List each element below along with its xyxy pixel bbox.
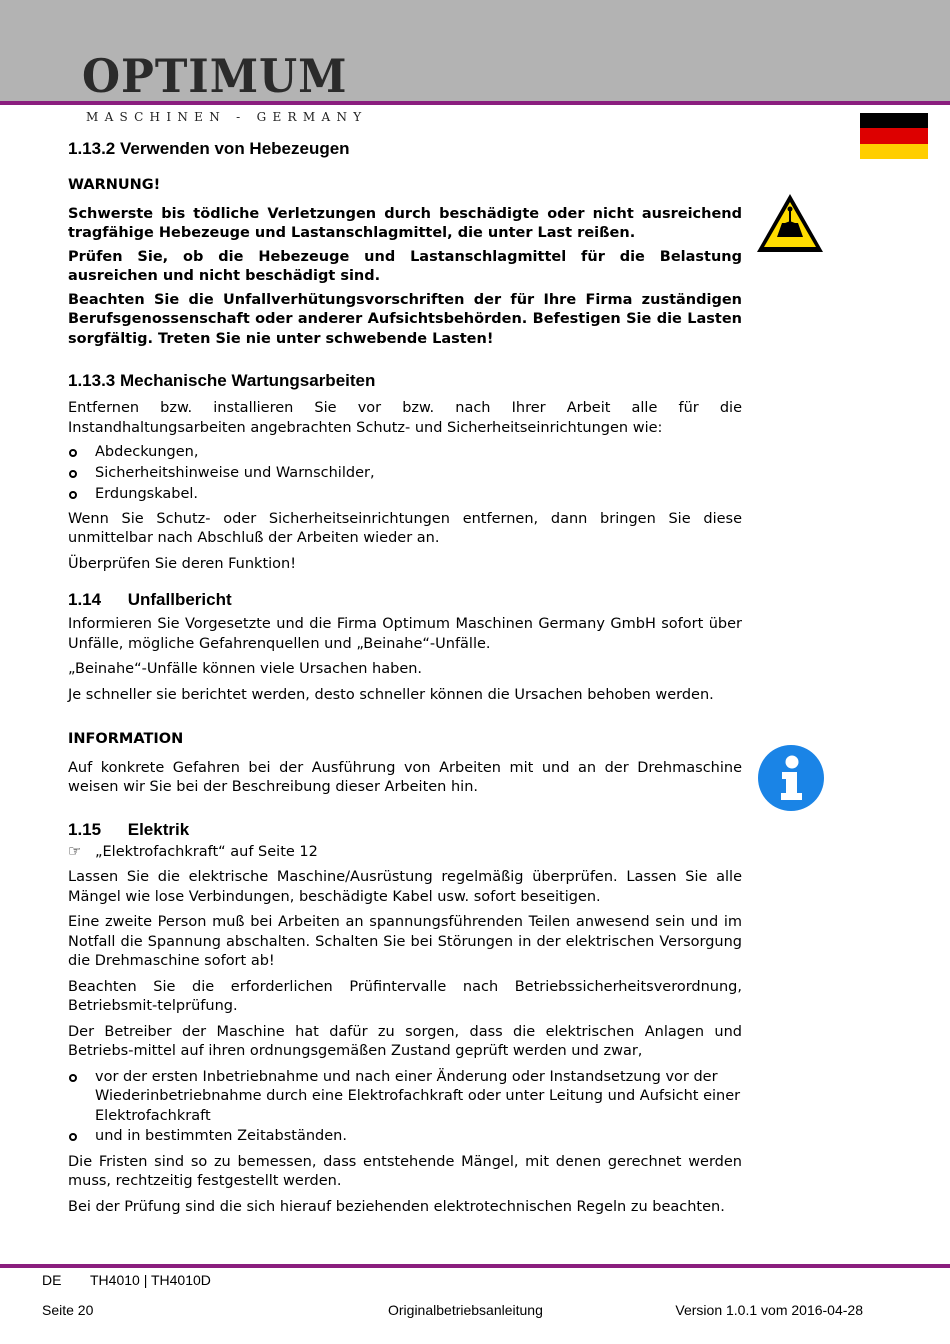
logo-subtitle: MASCHINEN - GERMANY xyxy=(86,110,368,124)
paragraph: „Beinahe“-Unfälle können viele Ursachen haben. xyxy=(68,661,423,677)
footer-page-number: Seite 20 xyxy=(42,1302,94,1318)
paragraph: Beachten Sie die erforderlichen Prüfintervalle nach Betriebssicherheitsverordnung, Betriebsmit-telprüfung. xyxy=(68,978,742,1014)
paragraph: Bei der Prüfung sind die sich hierauf beziehenden elektrotechnischen Regeln zu beachten. xyxy=(68,1198,725,1215)
section-heading-1-13-3 xyxy=(68,368,742,394)
list-item-text: und in bestimmten Zeitabständen. xyxy=(95,1128,347,1144)
list-item-text: Erdungskabel. xyxy=(95,486,199,502)
german-flag-icon xyxy=(860,113,928,159)
footer-language: DE xyxy=(42,1272,62,1288)
logo-wordmark: OPTIMUM xyxy=(82,49,348,103)
flag-stripe-black xyxy=(860,113,928,128)
bullet-icon xyxy=(69,491,77,499)
section-title: Mechanische Wartungsarbeiten xyxy=(120,371,376,390)
footer-document-type: Originalbetriebsanleitung xyxy=(388,1302,543,1318)
cross-reference-link[interactable] xyxy=(68,843,742,863)
bullet-icon xyxy=(69,1074,77,1082)
warning-text-3: Beachten Sie die Unfallverhütungsvorschriften der für Ihre Firma zuständigen Berufsgenossenschaft oder anderer Aufsichtsbehörden. Befestigen Sie die Lasten sorgfältig. Treten Sie nie unter schwebende Lasten! xyxy=(68,291,742,347)
page-content xyxy=(68,136,742,1217)
paragraph: Eine zweite Person muß bei Arbeiten an spannungsführenden Teilen anwesend sein und im Notfall die Spannung abschalten. Schalten Sie bei Störungen in der elektrischen Versorgung die Drehmaschine sofort ab! xyxy=(68,914,742,969)
paragraph: Der Betreiber der Maschine hat dafür zu sorgen, dass die elektrischen Anlagen und Betriebs-mittel auf ihren ordnungsgemäßen Zustand geprüft werden und zwar, xyxy=(68,1023,742,1059)
section-heading-1-15 xyxy=(68,817,742,843)
paragraph: Informieren Sie Vorgesetzte und die Firma Optimum Maschinen Germany GmbH sofort über Unfälle, mögliche Gefahrenquellen und „Beinahe“-Unfälle. xyxy=(68,616,742,652)
bullet-list xyxy=(68,443,742,505)
section-title: Elektrik xyxy=(127,819,190,839)
section-title: Verwenden von Hebezeugen xyxy=(120,139,350,158)
section-heading-1-14 xyxy=(68,587,742,613)
section-number: 1.13.3 xyxy=(68,371,116,390)
information-icon xyxy=(758,745,824,811)
list-item xyxy=(68,1127,742,1147)
warning-text-1: Schwerste bis tödliche Verletzungen durch beschädigte oder nicht ausreichend tragfähige Hebezeuge und Lastanschlagmittel, die unter Last reißen. xyxy=(68,205,742,241)
paragraph: Die Fristen sind so zu bemessen, dass entstehende Mängel, mit denen gerechnet werden muss, rechtzeitig festgestellt werden. xyxy=(68,1153,742,1189)
information-label: INFORMATION xyxy=(68,731,184,747)
section-number: 1.13.2 xyxy=(68,139,116,158)
section-heading-1-13-2 xyxy=(68,136,742,162)
bullet-icon xyxy=(69,1133,77,1141)
bullet-icon xyxy=(69,470,77,478)
list-item xyxy=(68,443,742,463)
flag-stripe-gold xyxy=(860,144,928,159)
suspended-load-warning-icon xyxy=(755,192,825,254)
list-item-text: vor der ersten Inbetriebnahme und nach einer Änderung oder Instandsetzung vor der Wiederinbetriebnahme durch eine Elektrofachkraft oder unter Leitung und Aufsicht einer Elektrofachkraft xyxy=(95,1068,741,1124)
bullet-list xyxy=(68,1068,742,1147)
list-item-text: Sicherheitshinweise und Warnschilder, xyxy=(95,465,375,481)
footer-divider xyxy=(0,1264,950,1268)
list-item xyxy=(68,464,742,484)
paragraph: Wenn Sie Schutz- oder Sicherheitseinrichtungen entfernen, dann bringen Sie diese unmittelbar nach Abschluß der Arbeiten wieder an. xyxy=(68,510,742,546)
section-title: Unfallbericht xyxy=(127,590,232,609)
flag-stripe-red xyxy=(860,128,928,143)
warning-text-2: Prüfen Sie, ob die Hebezeuge und Lastanschlagmittel für die Belastung ausreichen und nicht beschädigt sind. xyxy=(68,248,742,284)
list-item xyxy=(68,485,742,505)
paragraph: Überprüfen Sie deren Funktion! xyxy=(68,555,297,572)
warning-label: WARNUNG! xyxy=(68,177,161,193)
footer-version: Version 1.0.1 vom 2016-04-28 xyxy=(675,1302,863,1318)
pointing-hand-icon: ☞ xyxy=(68,841,82,860)
section-number: 1.14 xyxy=(68,590,102,609)
list-item-text: Abdeckungen, xyxy=(95,444,199,460)
paragraph: Lassen Sie die elektrische Maschine/Ausrüstung regelmäßig überprüfen. Lassen Sie alle Mängel wie lose Verbindungen, beschädigte Kabel usw. sofort beseitigen. xyxy=(68,869,742,905)
paragraph: Je schneller sie berichtet werden, desto schneller können die Ursachen behoben werden. xyxy=(68,686,714,703)
cross-reference-text: „Elektrofachkraft“ auf Seite 12 xyxy=(95,843,318,860)
information-text: Auf konkrete Gefahren bei der Ausführung von Arbeiten mit und an der Drehmaschine weisen wir Sie bei der Beschreibung dieser Arbeiten hin. xyxy=(68,759,742,795)
bullet-icon xyxy=(69,449,77,457)
footer-model: TH4010 | TH4010D xyxy=(90,1272,211,1288)
list-item xyxy=(68,1068,742,1127)
section-number: 1.15 xyxy=(68,819,102,839)
paragraph: Entfernen bzw. installieren Sie vor bzw. nach Ihrer Arbeit alle für die Instandhaltungsarbeiten angebrachten Schutz- und Sicherheitseinrichtungen wie: xyxy=(68,400,742,436)
